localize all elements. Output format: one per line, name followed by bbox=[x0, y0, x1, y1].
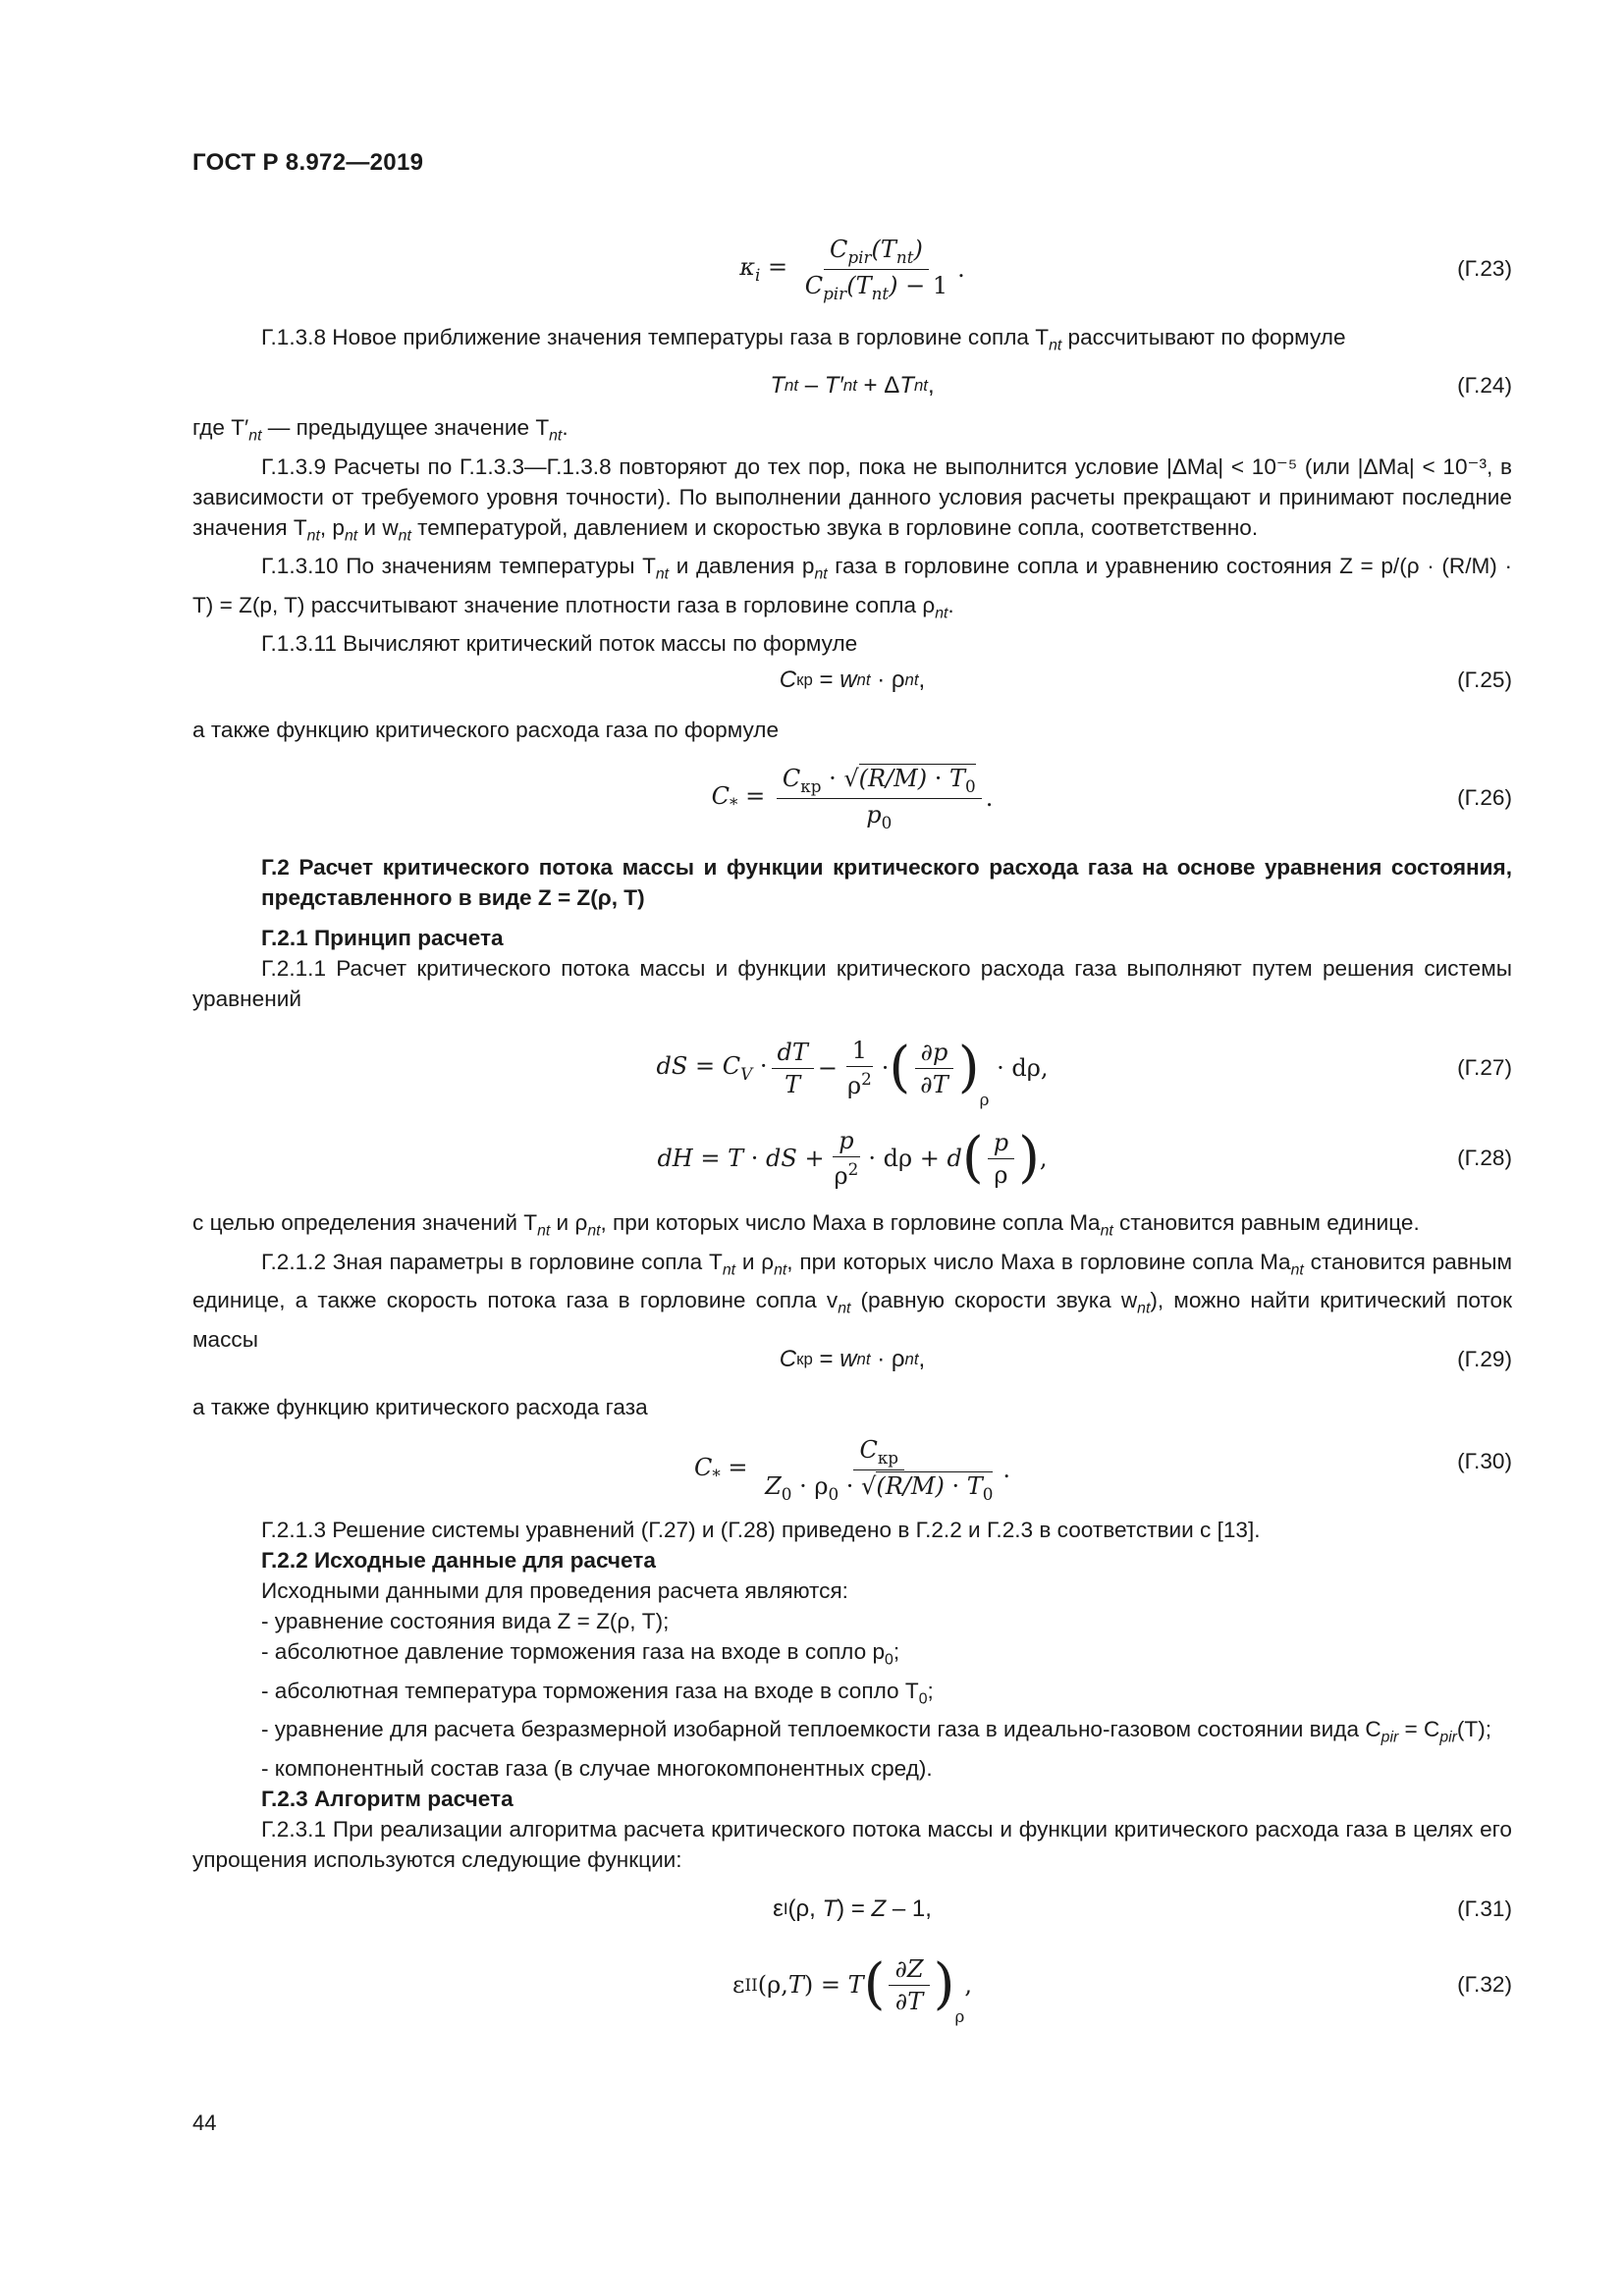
paragraph-also-1: а также функцию критического расхода газа по формуле bbox=[192, 718, 780, 742]
paragraph-where: где $T'_{nt}$ — предыдущее значение $T_{nt}$. bbox=[192, 415, 568, 445]
heading-g2: Г.2 Расчет критического потока массы и функции критического расхода газа на основе уравнения состояния, представленного в виде Z = Z(ρ, T) bbox=[261, 855, 1512, 910]
equation-g26: $C_*$ = $\frac{C_{кр} \cdot √(R/M) \cdot T_0}{p_0}$ . (Г.26) bbox=[711, 764, 1512, 832]
list-item-4: - уравнение для расчета безразмерной изобарной теплоемкости газа в идеально-газовом состоянии вида $C_{pir} = C_{pir}(T)$; bbox=[261, 1717, 1492, 1746]
list-item-3: - абсолютная температура торможения газа на входе в сопло $T_0$; bbox=[261, 1678, 934, 1708]
list-item-1: - уравнение состояния вида Z = Z(ρ, T); bbox=[261, 1609, 670, 1633]
equation-g27: dS = $C_V$ · $\frac{dT}{T}$ − $\frac{1}{\rho^2}$ · ( $\frac{\partial p}{\partial T}$ ) $_\rho$ · d ρ, (Г.27) bbox=[656, 1036, 1512, 1109]
eq-number: (Г.31) bbox=[1457, 1896, 1512, 1921]
paragraph-g2-3-1: Г.2.3.1 При реализации алгоритма расчета критического потока массы и функции критического расхода газа в целях его упрощения используются следующие функции: bbox=[192, 1816, 1512, 1872]
eq-number: (Г.24) bbox=[1457, 373, 1512, 398]
paragraph-g2-1-2: Г.2.1.2 Зная параметры в горловине сопла $T_{nt}$ и $\rho_{nt}$, при которых число Маха в горловине сопла $Ma_{nt}$ становится равным единице, а также скорость потока газа в горловине сопла $v_{nt}$ (равную скорости звука $w_{nt}$), можно найти критический поток массы bbox=[192, 1249, 1512, 1352]
eq-number: (Г.26) bbox=[1457, 785, 1512, 810]
equation-g31: ε I (ρ, T ) = Z – 1, (Г.31) bbox=[773, 1896, 1512, 1922]
list-item-5: - компонентный состав газа (в случае многокомпонентных сред). bbox=[261, 1755, 933, 1781]
eq-number: (Г.23) bbox=[1457, 256, 1512, 281]
eq-number: (Г.32) bbox=[1457, 1972, 1512, 1997]
equation-g23: $\kappa_i$ = $\frac{C_{pir}(T_{nt})}{C_{pir}(T_{nt}) - 1}$ . (Г.23) bbox=[739, 235, 1512, 303]
text-block-1 bbox=[192, 412, 1512, 659]
paragraph-g2-1-3: Г.2.1.3 Решение системы уравнений (Г.27) и (Г.28) приведено в Г.2.2 и Г.2.3 в соответствии с [13]. bbox=[261, 1518, 1261, 1542]
list-item-2: - абсолютное давление торможения газа на входе в сопло $p_0$; bbox=[261, 1639, 900, 1669]
text-block-2 bbox=[192, 852, 1512, 1014]
paragraph-g1-3-8: Г.1.3.8 Новое приближение значения температуры газа в горловине сопла $T_{nt}$ рассчитывают по формуле bbox=[261, 325, 1346, 354]
text-block-4 bbox=[192, 1515, 1512, 1875]
paragraph-goal: с целью определения значений $T_{nt}$ и $\rho_{nt}$, при которых число Маха в горловине сопла $Ma_{nt}$ становится равным единице. bbox=[192, 1210, 1420, 1240]
equation-g32: ε II (ρ, T ) = T ( $\frac{\partial Z}{\partial T}$ ) $_\rho$ , (Г.32) bbox=[732, 1952, 1512, 2026]
eq-number: (Г.30) bbox=[1457, 1448, 1512, 1473]
eq-number: (Г.28) bbox=[1457, 1146, 1512, 1170]
equation-g28: dH = T · dS + $\frac{p}{\rho^2}$ · d ρ + d ( $\frac{p}{\rho}$ ) , (Г.28) bbox=[657, 1126, 1512, 1190]
page-number: 44 bbox=[192, 2110, 217, 2135]
equation-g30: $C_*$ = $\frac{C_{кр}}{Z_0 \cdot \rho_0 \cdot √(R/M) \cdot T_0}$ . (Г.30) bbox=[693, 1435, 1512, 1504]
heading-g2-3: Г.2.3 Алгоритм расчета bbox=[261, 1786, 514, 1811]
equation-g25: C кр = w nt · ρ nt , (Г.25) bbox=[779, 667, 1512, 693]
eq-number: (Г.25) bbox=[1457, 667, 1512, 692]
paragraph-g1-3-9: Г.1.3.9 Расчеты по Г.1.3.3—Г.1.3.8 повторяют до тех пор, пока не выполнится условие |ΔMa| < 10⁻⁵ (или |ΔMa| < 10⁻³, в зависимости от требуемого уровня точности). По выполнении данного условия расчеты прекращают и принимают последние значения $T_{nt}$, $p_{nt}$ и $w_{nt}$ температурой, давлением и скоростью звука в горловине сопла, соответственно. bbox=[192, 454, 1512, 545]
heading-g2-1: Г.2.1 Принцип расчета bbox=[261, 926, 504, 950]
text-block-3 bbox=[192, 1207, 1512, 1355]
equation-g24: T nt – T′ nt + Δ T nt , (Г.24) bbox=[770, 372, 1512, 399]
paragraph-also-2: а также функцию критического расхода газа bbox=[192, 1395, 648, 1419]
paragraph-init: Исходными данными для проведения расчета являются: bbox=[261, 1578, 848, 1603]
paragraph-g1-3-10: Г.1.3.10 По значениям температуры $T_{nt}$ и давления $p_{nt}$ газа в горловине сопла и уравнению состояния Z = p/(ρ · (R/M) · T) = Z(p, T) рассчитывают значение плотности газа в горловине сопла $\rho_{nt}$. bbox=[192, 554, 1512, 622]
eq-number: (Г.29) bbox=[1457, 1347, 1512, 1371]
equation-g29: C кр = w nt · ρ nt , (Г.29) bbox=[779, 1346, 1512, 1372]
document-header: ГОСТ Р 8.972—2019 bbox=[192, 149, 424, 176]
paragraph-g2-1-1: Г.2.1.1 Расчет критического потока массы и функции критического расхода газа выполняют путем решения системы уравнений bbox=[192, 956, 1512, 1011]
heading-g2-2: Г.2.2 Исходные данные для расчета bbox=[261, 1548, 656, 1573]
paragraph-g1-3-11: Г.1.3.11 Вычисляют критический поток массы по формуле bbox=[261, 631, 858, 657]
eq-number: (Г.27) bbox=[1457, 1055, 1512, 1080]
